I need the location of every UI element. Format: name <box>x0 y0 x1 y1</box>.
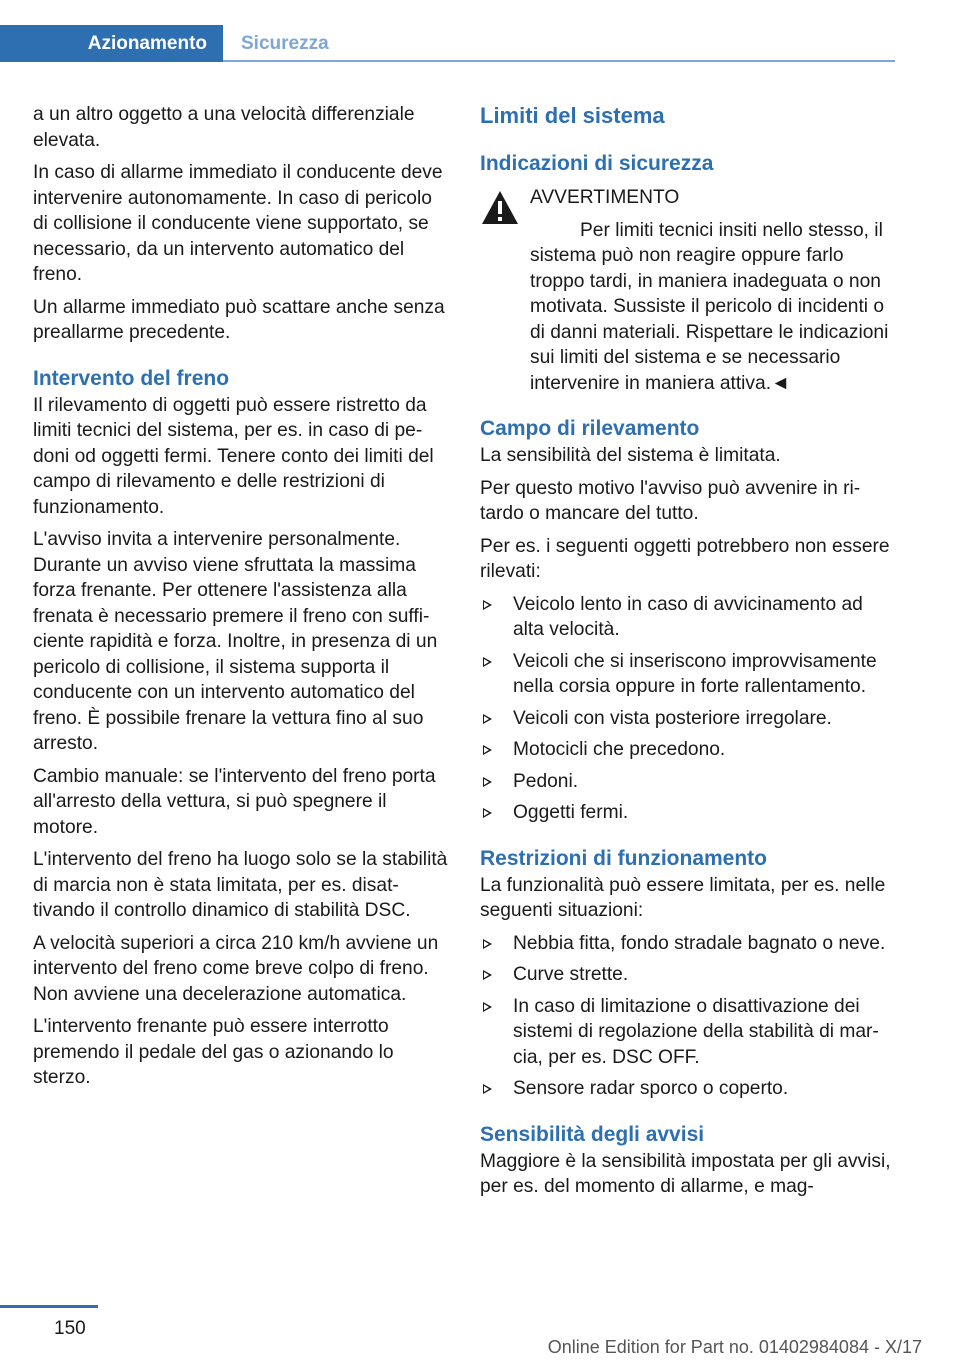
paragraph: La funzionalità può essere limitata, per es. nelle seguenti situazioni: <box>480 874 886 921</box>
right-column <box>480 102 895 1207</box>
triangle-bullet-icon <box>483 600 492 610</box>
paragraph: In caso di allarme immediato il conducente deve intervenire autonomamente. In caso di pericolo di collisione il conducente viene supportato, se necessario, da un intervento automatico del freno. <box>33 162 443 285</box>
restrizioni-list <box>480 931 895 1102</box>
list-item: Curve strette. <box>480 962 895 988</box>
section-tab-sicurezza: Sicurezza <box>241 33 329 54</box>
warning-block <box>480 185 895 396</box>
list-item: Sensore radar sporco o coperto. <box>480 1076 895 1102</box>
heading-restrizioni: Restrizioni di funzionamento <box>480 846 767 870</box>
footer-rule <box>0 1305 98 1308</box>
triangle-bullet-icon <box>483 714 492 724</box>
triangle-bullet-icon <box>483 657 492 667</box>
warning-title: AVVERTIMENTO <box>530 187 680 208</box>
paragraph: L'intervento del freno ha luogo solo se la stabilità di marcia non è stata limitata, per es. disattivando il controllo dinamico di stabilità DSC. <box>33 849 448 921</box>
paragraph: a un altro oggetto a una velocità differenziale elevata. <box>33 104 415 151</box>
left-column <box>33 102 448 1098</box>
page-number: 150 <box>54 1318 86 1339</box>
warning-triangle-icon <box>480 189 520 226</box>
heading-sensibilita-avvisi: Sensibilità degli avvisi <box>480 1122 705 1146</box>
list-item: Veicolo lento in caso di avvicinamento ad alta velocità. <box>480 592 895 643</box>
paragraph: L'avviso invita a intervenire personalmente. Durante un avviso viene sfruttata la massima forza frenante. Per ottenere l'assistenza alla frenata è necessario premere il freno con sufficiente rapidità e forza. Inoltre, in presenza di un pericolo di collisione, il sistema supporta il conducente con un intervento automatico del freno. È possibile frenare la vettura fino al suo arresto. <box>33 529 438 754</box>
campo-list <box>480 592 895 826</box>
triangle-bullet-icon <box>483 1002 492 1012</box>
edition-footer: Online Edition for Part no. 01402984084 - X/17 <box>547 1337 922 1357</box>
triangle-bullet-icon <box>483 970 492 980</box>
triangle-bullet-icon <box>483 939 492 949</box>
triangle-bullet-icon <box>483 745 492 755</box>
list-item: In caso di limitazione o disattivazione dei sistemi di regolazione della stabilità di marcia, per es. DSC OFF. <box>480 994 895 1071</box>
paragraph: Per es. i seguenti oggetti potrebbero non essere rilevati: <box>480 535 890 582</box>
heading-limiti-sistema: Limiti del sistema <box>480 103 665 128</box>
paragraph: L'intervento frenante può essere interrotto premendo il pedale del gas o azionando lo sterzo. <box>33 1016 394 1088</box>
list-item: Nebbia fitta, fondo stradale bagnato o neve. <box>480 931 895 957</box>
list-item: Oggetti fermi. <box>480 800 895 826</box>
list-item: Motocicli che precedono. <box>480 737 895 763</box>
triangle-bullet-icon <box>483 1084 492 1094</box>
paragraph: Il rilevamento di oggetti può essere ristretto da limiti tecnici del sistema, per es. in caso di pedoni od oggetti fermi. Tenere conto dei limiti del campo di rilevamento e delle restrizioni di funzionamento. <box>33 394 434 518</box>
paragraph: Un allarme immediato può scattare anche senza preallarme precedente. <box>33 296 445 343</box>
heading-intervento-freno: Intervento del freno <box>33 366 230 390</box>
triangle-bullet-icon <box>483 808 492 818</box>
header-rule <box>223 60 895 62</box>
warning-text: Per limiti tecnici insiti nello stesso, il sistema può non reagire oppure farlo troppo tardi, in maniera inadeguata o non motivata. Sussiste il pericolo di incidenti o di danni materiali. Rispettare le indicazioni sui limiti del sistema e se necessario intervenire in maniera attiva.◄ <box>530 219 889 394</box>
triangle-bullet-icon <box>483 777 492 787</box>
list-item: Veicoli che si inseriscono improvvisamente nella corsia oppure in forte rallentamento. <box>480 649 895 700</box>
paragraph: A velocità superiori a circa 210 km/h avviene un intervento del freno come breve colpo di freno. Non avviene una decelerazione automatica. <box>33 932 439 1005</box>
paragraph: La sensibilità del sistema è limitata. <box>480 445 781 466</box>
section-tab-azionamento: Azionamento <box>0 25 223 62</box>
paragraph: Cambio manuale: se l'intervento del freno porta all'arresto della vettura, si può spegnere il motore. <box>33 765 436 838</box>
page-header <box>0 25 895 62</box>
paragraph: Maggiore è la sensibilità impostata per gli avvisi, per es. del momento di allarme, e mag- <box>480 1150 891 1197</box>
heading-indicazioni-sicurezza: Indicazioni di sicurezza <box>480 152 714 175</box>
list-item: Pedoni. <box>480 769 895 795</box>
heading-campo-rilevamento: Campo di rilevamento <box>480 417 700 440</box>
paragraph: Per questo motivo l'avviso può avvenire in ritardo o mancare del tutto. <box>480 477 861 524</box>
list-item: Veicoli con vista posteriore irregolare. <box>480 706 895 732</box>
